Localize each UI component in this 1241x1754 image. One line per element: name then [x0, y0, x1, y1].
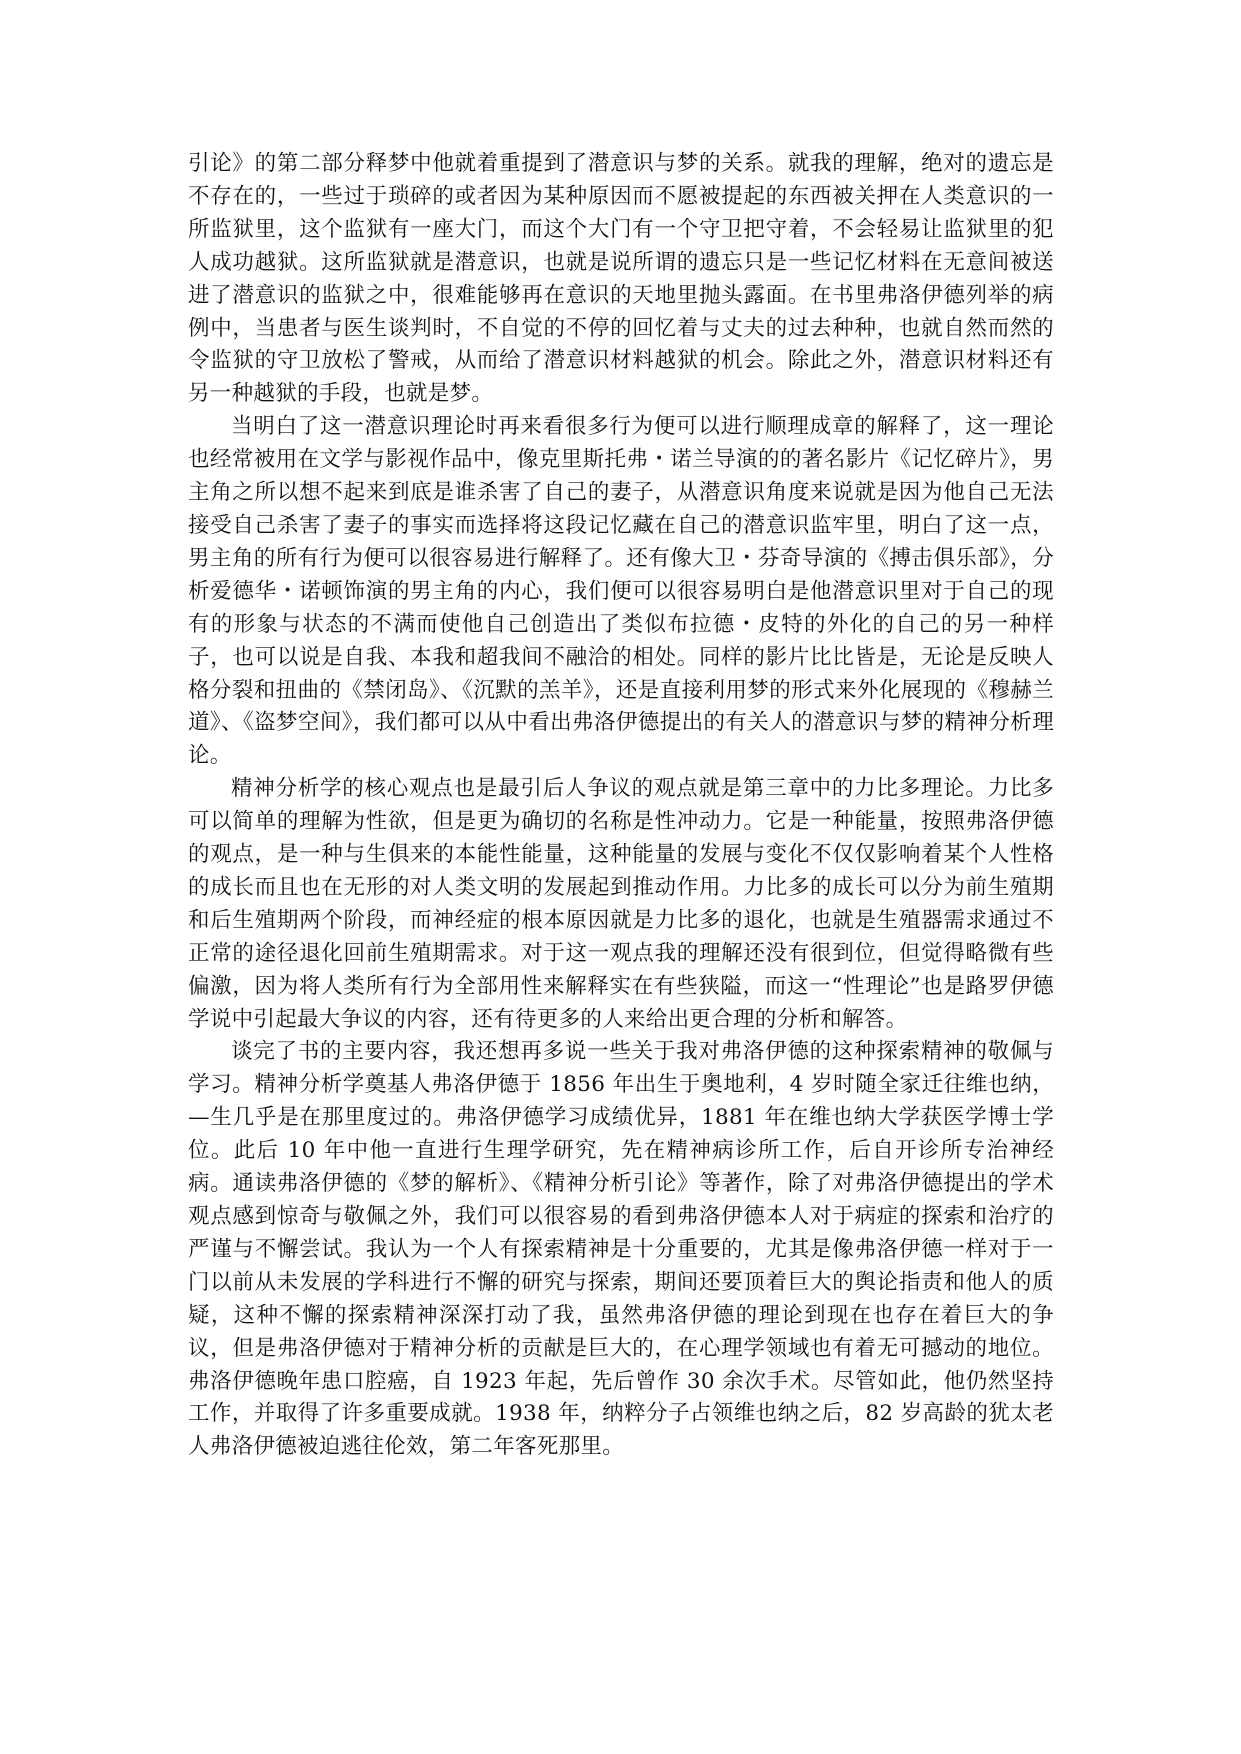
- paragraph-4: 谈完了书的主要内容，我还想再多说一些关于我对弗洛伊德的这种探索精神的敬佩与学习。精神分析学奠基人弗洛伊德于 1856 年出生于奥地利，4 岁时随全家迁往维也纳，—生几乎是在那里度过的。弗洛伊德学习成绩优异，1881 年在维也纳大学获医学博士学位。此后 10 年中他一直进行生理学研究，先在精神病诊所工作，后自开诊所专治神经病。通读弗洛伊德的《梦的解析》、《精神分析引论》等著作，除了对弗洛伊德提出的学术观点感到惊奇与敬佩之外，我们可以很容易的看到弗洛伊德本人对于病症的探索和治疗的严谨与不懈尝试。我认为一个人有探索精神是十分重要的，尤其是像弗洛伊德一样对于一门以前从未发展的学科进行不懈的研究与探索，期间还要顶着巨大的舆论指责和他人的质疑，这种不懈的探索精神深深打动了我，虽然弗洛伊德的理论到现在也存在着巨大的争议，但是弗洛伊德对于精神分析的贡献是巨大的，在心理学领域也有着无可撼动的地位。弗洛伊德晚年患口腔癌，自 1923 年起，先后曾作 30 余次手术。尽管如此，他仍然坚持工作，并取得了许多重要成就。1938 年，纳粹分子占领维也纳之后，82 岁高龄的犹太老人弗洛伊德被迫逃往伦效，第二年客死那里。: [188, 1039, 1054, 1460]
- paragraph-2: 当明白了这一潜意识理论时再来看很多行为便可以进行顺理成章的解释了，这一理论也经常被用在文学与影视作品中，像克里斯托弗・诺兰导演的的著名影片《记忆碎片》，男主角之所以想不起来到底是谁杀害了自己的妻子，从潜意识角度来说就是因为他自己无法接受自己杀害了妻子的事实而选择将这段记忆藏在自己的潜意识监牢里，明白了这一点，男主角的所有行为便可以很容易进行解释了。还有像大卫・芬奇导演的《搏击俱乐部》，分析爱德华・诺顿饰演的男主角的内心，我们便可以很容易明白是他潜意识里对于自己的现有的形象与状态的不满而使他自己创造出了类似布拉德・皮特的外化的自己的另一种样子，也可以说是自我、本我和超我间不融洽的相处。同样的影片比比皆是，无论是反映人格分裂和扭曲的《禁闭岛》、《沉默的羔羊》，还是直接利用梦的形式来外化展现的《穆赫兰道》、《盗梦空间》，我们都可以从中看出弗洛伊德提出的有关人的潜意识与梦的精神分析理论。: [188, 414, 1054, 769]
- paragraph-3: 精神分析学的核心观点也是最引后人争议的观点就是第三章中的力比多理论。力比多可以简单的理解为性欲，但是更为确切的名称是性冲动力。它是一种能量，按照弗洛伊德的观点，是一种与生俱来的本能性能量，这种能量的发展与变化不仅仅影响着某个人性格的成长而且也在无形的对人类文明的发展起到推动作用。力比多的成长可以分为前生殖期和后生殖期两个阶段，而神经症的根本原因就是力比多的退化，也就是生殖器需求通过不正常的途径退化回前生殖期需求。对于这一观点我的理解还没有很到位，但觉得略微有些偏激，因为将人类所有行为全部用性来解释实在有些狭隘，而这一“性理论”也是路罗伊德学说中引起最大争议的内容，还有待更多的人来给出更合理的分析和解答。: [188, 776, 1054, 1032]
- document-body: [188, 148, 1054, 1464]
- paragraph-1: 引论》的第二部分释梦中他就着重提到了潜意识与梦的关系。就我的理解，绝对的遗忘是不存在的，一些过于琐碎的或者因为某种原因而不愿被提起的东西被关押在人类意识的一所监狱里，这个监狱有一座大门，而这个大门有一个守卫把守着，不会轻易让监狱里的犯人成功越狱。这所监狱就是潜意识，也就是说所谓的遗忘只是一些记忆材料在无意间被送进了潜意识的监狱之中，很难能够再在意识的天地里抛头露面。在书里弗洛伊德列举的病例中，当患者与医生谈判时，不自觉的不停的回忆着与丈夫的过去种种，也就自然而然的令监狱的守卫放松了警戒，从而给了潜意识材料越狱的机会。除此之外，潜意识材料还有另一种越狱的手段，也就是梦。: [188, 151, 1054, 407]
